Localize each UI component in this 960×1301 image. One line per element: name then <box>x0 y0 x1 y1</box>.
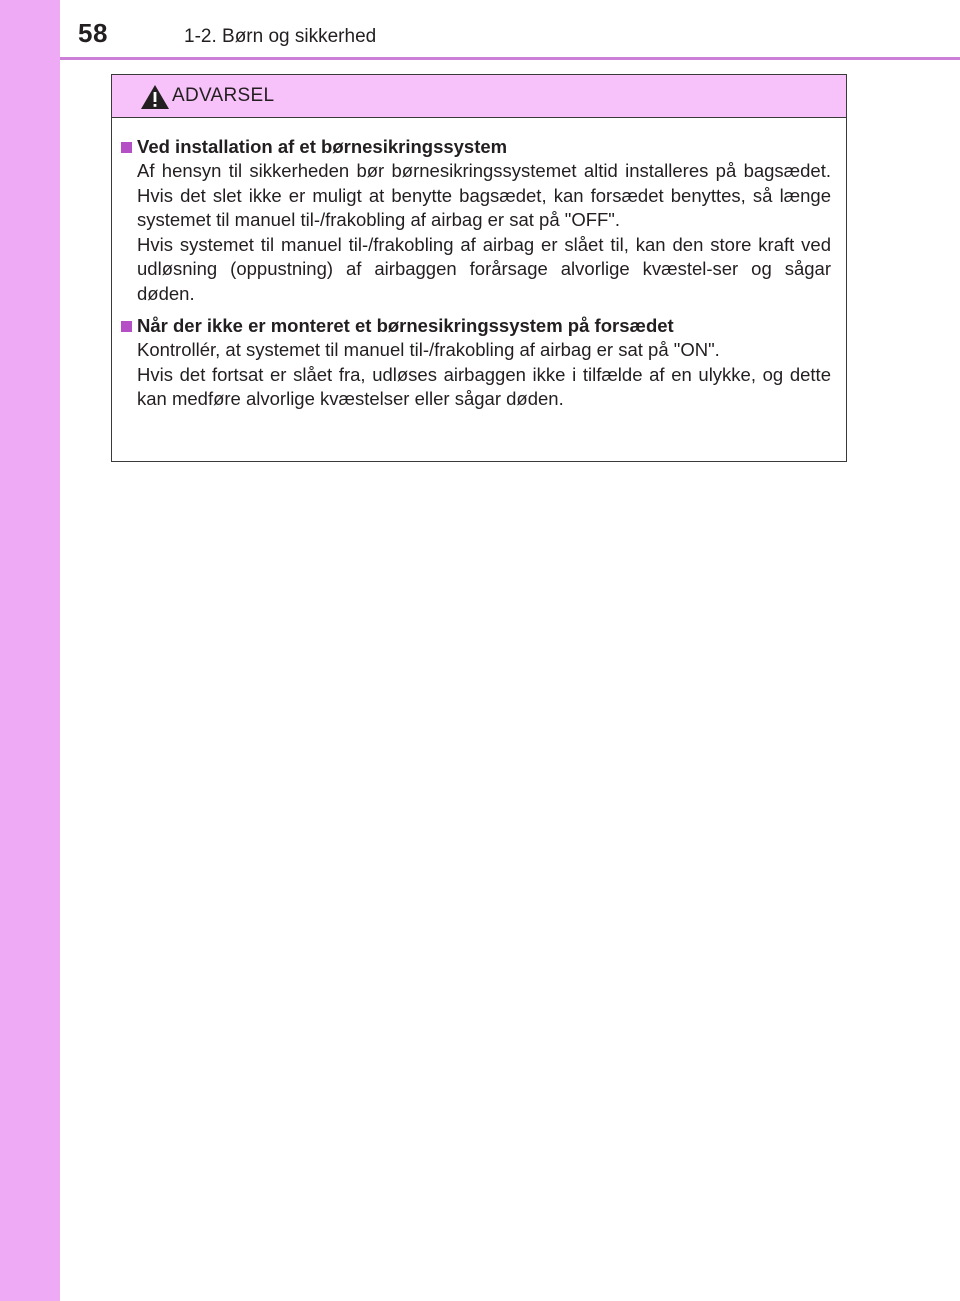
square-bullet-icon <box>121 321 132 332</box>
warning-body <box>112 118 846 412</box>
paragraph: Hvis systemet til manuel til-/frakobling af airbag er slået til, kan den store kraft ved udløsning (oppustning) af airbaggen forårsage alvorlige kvæstel-ser og sågar døden. <box>137 233 831 304</box>
warning-box <box>111 74 847 462</box>
section-title: 1-2. Børn og sikkerhed <box>184 26 377 47</box>
chapter-side-tab <box>0 0 60 1301</box>
square-bullet-icon <box>121 142 132 153</box>
warning-section-installation <box>121 135 831 306</box>
subsection-heading <box>121 135 831 159</box>
page-number: 58 <box>78 18 108 48</box>
warning-title: ADVARSEL <box>172 85 275 106</box>
subsection-heading-text: Når der ikke er monteret et børnesikringssystem på forsædet <box>137 315 674 336</box>
header-divider <box>60 57 960 60</box>
page-header <box>0 0 960 60</box>
warning-header <box>112 75 846 118</box>
paragraph: Af hensyn til sikkerheden bør børnesikringssystemet altid installeres på bagsædet. Hvis det slet ikke er muligt at benytte bagsædet, kan forsædet benyttes, så længe systemet til manuel til-/frakobling af airbag er sat på "OFF". <box>137 160 831 230</box>
subsection-heading-text: Ved installation af et børnesikringssystem <box>137 136 508 157</box>
paragraph: Hvis det fortsat er slået fra, udløses airbaggen ikke i tilfælde af en ulykke, og dette kan medføre alvorlige kvæstelser eller sågar døden. <box>137 363 831 409</box>
paragraph: Kontrollér, at systemet til manuel til-/frakobling af airbag er sat på "ON". <box>137 339 720 360</box>
subsection-heading <box>121 314 831 338</box>
warning-triangle-icon <box>140 84 170 110</box>
warning-section-no-child-seat <box>121 314 831 412</box>
